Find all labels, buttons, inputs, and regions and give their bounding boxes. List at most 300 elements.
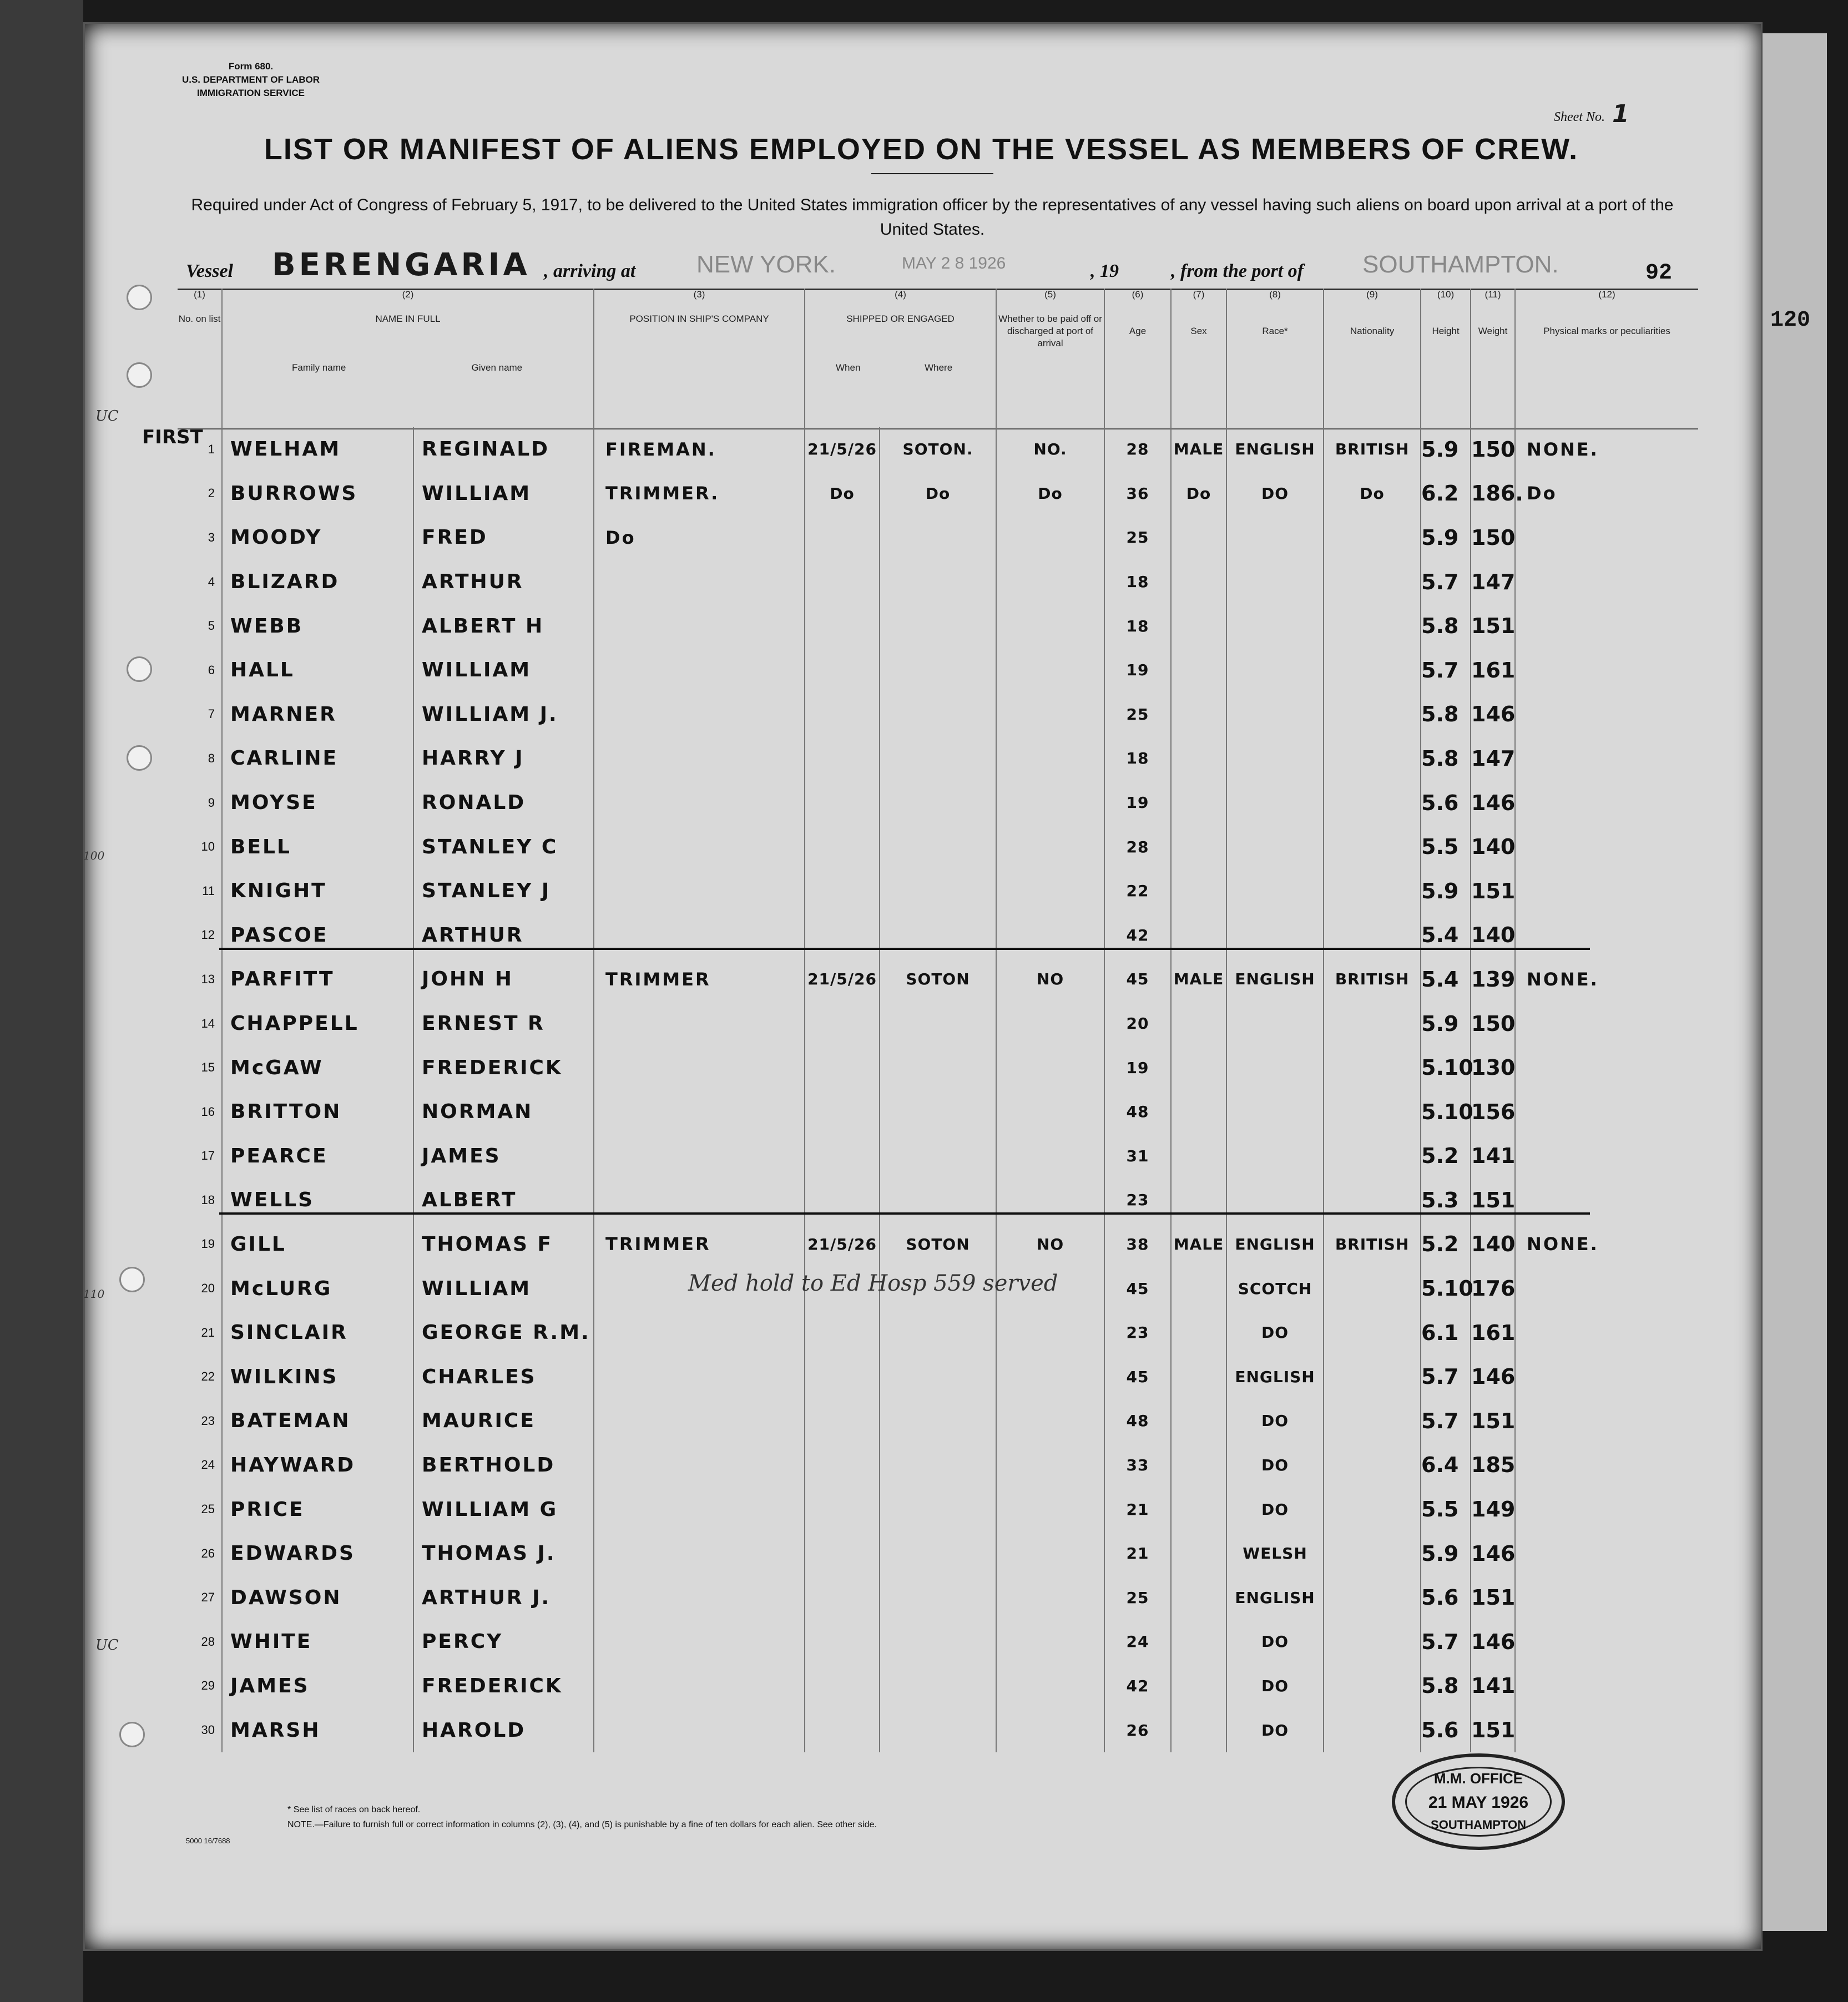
table-row — [178, 1399, 1698, 1443]
cell-position: Do — [594, 515, 805, 560]
cell-age: 42 — [1104, 913, 1171, 958]
cell-nationality: Do — [1324, 472, 1421, 516]
cell-row-number: 24 — [201, 1458, 215, 1472]
cell-paid-off — [996, 1090, 1104, 1134]
cell-row-number: 2 — [208, 486, 215, 501]
cell-shipped-when — [805, 1708, 880, 1752]
table-row — [178, 1620, 1698, 1664]
cell-physical-marks — [1515, 1178, 1698, 1222]
cell-sex — [1171, 1575, 1226, 1620]
cell-nationality — [1324, 1487, 1421, 1531]
cell-shipped-where — [880, 1354, 996, 1399]
cell-weight: 150 — [1471, 1002, 1515, 1046]
cell-position — [594, 1531, 805, 1576]
cell-age: 19 — [1104, 781, 1171, 825]
table-row — [178, 1354, 1698, 1399]
cell-race: ENGLISH — [1226, 427, 1324, 472]
cell-family-name: MOODY — [222, 515, 413, 560]
cell-nationality — [1324, 1575, 1421, 1620]
table-row — [178, 1045, 1698, 1090]
cell-physical-marks — [1515, 1045, 1698, 1090]
cell-physical-marks — [1515, 1708, 1698, 1752]
cell-nationality — [1324, 1090, 1421, 1134]
col-header-race: (8) Race* — [1226, 289, 1324, 427]
sheet-number-value: 1 — [1612, 100, 1629, 128]
cell-nationality — [1324, 1399, 1421, 1443]
cell-shipped-where — [880, 1399, 996, 1443]
cell-race: DO — [1226, 1664, 1324, 1708]
cell-race — [1226, 1002, 1324, 1046]
cell-row-number: 23 — [201, 1413, 215, 1428]
cell-height: 5.4 — [1421, 913, 1471, 958]
cell-nationality — [1324, 825, 1421, 869]
col-header-paid-off: (5) Whether to be paid off or discharged at port of arrival — [996, 289, 1104, 427]
cell-race — [1226, 648, 1324, 692]
cell-sex — [1171, 1354, 1226, 1399]
cell-race: ENGLISH — [1226, 1575, 1324, 1620]
cell-paid-off — [996, 1575, 1104, 1620]
cell-shipped-when — [805, 736, 880, 781]
cell-sex — [1171, 825, 1226, 869]
cell-weight: 151 — [1471, 1708, 1515, 1752]
cell-paid-off: NO. — [996, 427, 1104, 472]
cell-shipped-where — [880, 913, 996, 958]
cell-position — [594, 1487, 805, 1531]
punch-hole — [119, 1267, 145, 1292]
cell-family-name: DAWSON — [222, 1575, 413, 1620]
cell-height: 5.9 — [1421, 1531, 1471, 1576]
cell-position — [594, 869, 805, 913]
cell-race: ENGLISH — [1226, 1222, 1324, 1267]
cell-paid-off — [996, 648, 1104, 692]
cell-position — [594, 825, 805, 869]
cell-age: 48 — [1104, 1399, 1171, 1443]
cell-shipped-when: 21/5/26 — [805, 957, 880, 1002]
cell-height: 5.6 — [1421, 1575, 1471, 1620]
cell-paid-off — [996, 1531, 1104, 1576]
cell-race: DO — [1226, 1311, 1324, 1355]
cell-family-name: McLURG — [222, 1266, 413, 1311]
cell-row-number: 12 — [201, 928, 215, 942]
cell-paid-off — [996, 1399, 1104, 1443]
cell-paid-off: NO — [996, 1222, 1104, 1267]
table-row — [178, 1134, 1698, 1179]
cell-shipped-when — [805, 692, 880, 737]
form-identifier — [151, 60, 351, 100]
cell-weight: 151 — [1471, 604, 1515, 648]
punch-hole — [127, 362, 152, 388]
cell-nationality — [1324, 1266, 1421, 1311]
cell-sex — [1171, 515, 1226, 560]
cell-nationality — [1324, 1620, 1421, 1664]
table-row — [178, 957, 1698, 1002]
cell-nationality: BRITISH — [1324, 427, 1421, 472]
cell-shipped-when — [805, 1664, 880, 1708]
cell-given-name: FREDERICK — [413, 1664, 594, 1708]
cell-given-name: WILLIAM — [413, 1266, 594, 1311]
cell-age: 18 — [1104, 560, 1171, 604]
cell-position: FIREMAN. — [594, 427, 805, 472]
cell-age: 33 — [1104, 1443, 1171, 1488]
cell-shipped-where — [880, 1487, 996, 1531]
voyage-number: 92 — [1645, 261, 1673, 286]
cell-row-number: 27 — [201, 1590, 215, 1605]
cell-sex — [1171, 869, 1226, 913]
cell-physical-marks — [1515, 1487, 1698, 1531]
cell-family-name: MOYSE — [222, 781, 413, 825]
cell-sex — [1171, 1399, 1226, 1443]
cell-physical-marks — [1515, 1531, 1698, 1576]
cell-weight: 186. — [1471, 472, 1515, 516]
cell-position — [594, 1045, 805, 1090]
cell-nationality — [1324, 1045, 1421, 1090]
cell-shipped-when — [805, 1620, 880, 1664]
cell-shipped-when — [805, 1399, 880, 1443]
table-row — [178, 913, 1698, 958]
cell-nationality — [1324, 515, 1421, 560]
cell-paid-off — [996, 1045, 1104, 1090]
cell-height: 5.6 — [1421, 781, 1471, 825]
cell-shipped-when — [805, 1002, 880, 1046]
cell-shipped-where — [880, 692, 996, 737]
cell-nationality — [1324, 604, 1421, 648]
cell-shipped-when — [805, 1575, 880, 1620]
table-header-row — [178, 289, 1698, 427]
cell-weight: 130 — [1471, 1045, 1515, 1090]
cell-sex: MALE — [1171, 427, 1226, 472]
cell-shipped-where — [880, 781, 996, 825]
cell-physical-marks — [1515, 515, 1698, 560]
side-page-number: 120 — [1770, 308, 1811, 333]
cell-row-number: 15 — [201, 1060, 215, 1075]
cell-physical-marks — [1515, 1664, 1698, 1708]
cell-position — [594, 1664, 805, 1708]
cell-position — [594, 1311, 805, 1355]
cell-shipped-when — [805, 1045, 880, 1090]
cell-given-name: STANLEY J — [413, 869, 594, 913]
cell-shipped-when — [805, 604, 880, 648]
cell-family-name: HALL — [222, 648, 413, 692]
cell-shipped-where: Do — [880, 472, 996, 516]
cell-physical-marks — [1515, 648, 1698, 692]
cell-height: 5.9 — [1421, 515, 1471, 560]
cell-given-name: GEORGE R.M. — [413, 1311, 594, 1355]
cell-family-name: MARSH — [222, 1708, 413, 1752]
strike-line-row-18 — [219, 1212, 1590, 1215]
cell-race: WELSH — [1226, 1531, 1324, 1576]
cell-row-number: 5 — [208, 619, 215, 633]
cell-paid-off — [996, 1134, 1104, 1179]
cell-shipped-when — [805, 648, 880, 692]
cell-position — [594, 1399, 805, 1443]
cell-row-number: 20 — [201, 1281, 215, 1296]
cell-shipped-when — [805, 1443, 880, 1488]
punch-hole — [119, 1722, 145, 1747]
cell-paid-off — [996, 1178, 1104, 1222]
cell-nationality — [1324, 1354, 1421, 1399]
cell-physical-marks — [1515, 736, 1698, 781]
cell-height: 5.5 — [1421, 1487, 1471, 1531]
cell-position — [594, 1178, 805, 1222]
cell-shipped-where: SOTON — [880, 957, 996, 1002]
cell-race — [1226, 1178, 1324, 1222]
cell-shipped-where — [880, 1311, 996, 1355]
from-port-label: , from the port of — [1171, 261, 1304, 281]
cell-weight: 151 — [1471, 869, 1515, 913]
cell-nationality — [1324, 781, 1421, 825]
cell-family-name: WILKINS — [222, 1354, 413, 1399]
cell-family-name: WELHAM — [222, 427, 413, 472]
cell-sex — [1171, 913, 1226, 958]
cell-race: DO — [1226, 1443, 1324, 1488]
cell-race: DO — [1226, 1487, 1324, 1531]
cell-paid-off — [996, 1354, 1104, 1399]
cell-family-name: PRICE — [222, 1487, 413, 1531]
cell-sex — [1171, 1266, 1226, 1311]
cell-paid-off — [996, 604, 1104, 648]
table-row — [178, 1311, 1698, 1355]
cell-paid-off — [996, 913, 1104, 958]
cell-nationality — [1324, 1664, 1421, 1708]
cell-sex — [1171, 560, 1226, 604]
cell-sex — [1171, 1531, 1226, 1576]
cell-given-name: WILLIAM G — [413, 1487, 594, 1531]
cell-age: 31 — [1104, 1134, 1171, 1179]
cell-physical-marks — [1515, 692, 1698, 737]
cell-shipped-when — [805, 781, 880, 825]
cell-shipped-when — [805, 1134, 880, 1179]
col-header-nationality: (9) Nationality — [1324, 289, 1421, 427]
cell-sex — [1171, 692, 1226, 737]
cell-sex — [1171, 1664, 1226, 1708]
col-header-physical-marks: (12) Physical marks or peculiarities — [1515, 289, 1698, 427]
cell-nationality — [1324, 1443, 1421, 1488]
cell-height: 5.7 — [1421, 648, 1471, 692]
cell-height: 5.7 — [1421, 560, 1471, 604]
cell-given-name: BERTHOLD — [413, 1443, 594, 1488]
table-row — [178, 1664, 1698, 1708]
cell-nationality — [1324, 648, 1421, 692]
cell-height: 5.9 — [1421, 1002, 1471, 1046]
cell-shipped-where — [880, 1178, 996, 1222]
cell-physical-marks — [1515, 825, 1698, 869]
col-header-name: (2) NAME IN FULL Family name Given name — [222, 289, 594, 427]
cell-position: TRIMMER — [594, 957, 805, 1002]
cell-height: 5.5 — [1421, 825, 1471, 869]
cell-given-name: ARTHUR — [413, 913, 594, 958]
cell-shipped-when — [805, 1090, 880, 1134]
cell-sex — [1171, 604, 1226, 648]
cell-nationality — [1324, 1311, 1421, 1355]
cell-height: 6.2 — [1421, 472, 1471, 516]
cell-nationality: BRITISH — [1324, 957, 1421, 1002]
cell-age: 25 — [1104, 692, 1171, 737]
cell-age: 25 — [1104, 515, 1171, 560]
table-row — [178, 604, 1698, 648]
cell-given-name: ARTHUR J. — [413, 1575, 594, 1620]
cell-shipped-when — [805, 1178, 880, 1222]
cell-paid-off — [996, 1708, 1104, 1752]
cell-row-number: 13 — [201, 972, 215, 986]
cell-shipped-when: 21/5/26 — [805, 427, 880, 472]
cell-height: 5.9 — [1421, 869, 1471, 913]
cell-race — [1226, 560, 1324, 604]
cell-sex — [1171, 1487, 1226, 1531]
table-row — [178, 1575, 1698, 1620]
crew-manifest-table — [178, 289, 1698, 1752]
cell-height: 5.8 — [1421, 604, 1471, 648]
cell-family-name: BURROWS — [222, 472, 413, 516]
cell-paid-off — [996, 1002, 1104, 1046]
cell-weight: 147 — [1471, 736, 1515, 781]
cell-sex — [1171, 1045, 1226, 1090]
cell-paid-off — [996, 515, 1104, 560]
cell-race: ENGLISH — [1226, 1354, 1324, 1399]
cell-given-name: THOMAS F — [413, 1222, 594, 1267]
cell-age: 23 — [1104, 1178, 1171, 1222]
cell-age: 24 — [1104, 1620, 1171, 1664]
cell-sex — [1171, 1443, 1226, 1488]
cell-row-number: 28 — [201, 1634, 215, 1649]
cell-shipped-where — [880, 604, 996, 648]
cell-given-name: PERCY — [413, 1620, 594, 1664]
cell-position — [594, 1354, 805, 1399]
cell-sex — [1171, 1090, 1226, 1134]
cell-given-name: CHARLES — [413, 1354, 594, 1399]
cell-row-number: 6 — [208, 663, 215, 677]
cell-paid-off — [996, 1487, 1104, 1531]
cell-shipped-when: 21/5/26 — [805, 1222, 880, 1267]
cell-age: 42 — [1104, 1664, 1171, 1708]
strike-line-row-12 — [219, 948, 1590, 950]
cell-row-number: 16 — [201, 1104, 215, 1119]
cell-physical-marks: NONE. — [1515, 957, 1698, 1002]
cell-row-number: 30 — [201, 1723, 215, 1737]
cell-weight: 185 — [1471, 1443, 1515, 1488]
cell-shipped-when — [805, 913, 880, 958]
cell-race — [1226, 1134, 1324, 1179]
cell-paid-off — [996, 560, 1104, 604]
stamp-city: SOUTHAMPTON — [1431, 1818, 1526, 1832]
cell-sex — [1171, 1134, 1226, 1179]
cell-sex — [1171, 736, 1226, 781]
cell-nationality — [1324, 736, 1421, 781]
cell-row-number: 19 — [201, 1237, 215, 1251]
cell-weight: 176 — [1471, 1266, 1515, 1311]
cell-shipped-when — [805, 1487, 880, 1531]
table-row — [178, 1708, 1698, 1752]
table-row — [178, 1002, 1698, 1046]
cell-given-name: WILLIAM — [413, 472, 594, 516]
cell-nationality — [1324, 1531, 1421, 1576]
cell-paid-off — [996, 1443, 1104, 1488]
cell-height: 5.7 — [1421, 1620, 1471, 1664]
cell-shipped-where — [880, 1620, 996, 1664]
cell-nationality — [1324, 869, 1421, 913]
cell-physical-marks — [1515, 1134, 1698, 1179]
cell-weight: 140 — [1471, 913, 1515, 958]
table-row — [178, 1090, 1698, 1134]
cell-position — [594, 1620, 805, 1664]
cell-nationality — [1324, 1708, 1421, 1752]
cell-family-name: CHAPPELL — [222, 1002, 413, 1046]
cell-age: 19 — [1104, 1045, 1171, 1090]
table-row — [178, 1443, 1698, 1488]
cell-position — [594, 604, 805, 648]
cell-shipped-where: SOTON — [880, 1222, 996, 1267]
cell-weight: 140 — [1471, 1222, 1515, 1267]
footnote-penalty: NOTE.—Failure to furnish full or correct information in columns (2), (3), (4), and (5) is punishable by a fine of ten dollars for each alien. See other side. — [287, 1820, 877, 1829]
cell-position — [594, 648, 805, 692]
cell-position — [594, 1002, 805, 1046]
cell-row-number: 10 — [201, 840, 215, 854]
margin-mark-uc: UC — [95, 1637, 119, 1654]
cell-sex: MALE — [1171, 957, 1226, 1002]
cell-weight: 151 — [1471, 1399, 1515, 1443]
cell-age: 45 — [1104, 1354, 1171, 1399]
col-header-age: (6) Age — [1104, 289, 1171, 427]
cell-age: 36 — [1104, 472, 1171, 516]
cell-physical-marks — [1515, 913, 1698, 958]
cell-family-name: EDWARDS — [222, 1531, 413, 1576]
cell-race — [1226, 515, 1324, 560]
cell-family-name: PARFITT — [222, 957, 413, 1002]
punch-hole — [127, 745, 152, 771]
cell-weight: 151 — [1471, 1575, 1515, 1620]
cell-position — [594, 1134, 805, 1179]
cell-physical-marks — [1515, 1399, 1698, 1443]
cell-row-number: 25 — [201, 1502, 215, 1516]
cell-sex — [1171, 1708, 1226, 1752]
cell-race — [1226, 1045, 1324, 1090]
cell-shipped-where — [880, 736, 996, 781]
cell-shipped-where — [880, 1664, 996, 1708]
cell-age: 28 — [1104, 825, 1171, 869]
cell-age: 25 — [1104, 1575, 1171, 1620]
cell-nationality — [1324, 560, 1421, 604]
cell-shipped-where — [880, 1045, 996, 1090]
col-header-weight: (11) Weight — [1471, 289, 1515, 427]
cell-age: 18 — [1104, 604, 1171, 648]
cell-position — [594, 692, 805, 737]
table-row — [178, 869, 1698, 913]
cell-age: 18 — [1104, 736, 1171, 781]
cell-given-name: ARTHUR — [413, 560, 594, 604]
cell-weight: 146 — [1471, 1620, 1515, 1664]
cell-paid-off — [996, 1664, 1104, 1708]
cell-family-name: BATEMAN — [222, 1399, 413, 1443]
col-header-shipped: (4) SHIPPED OR ENGAGED When Where — [805, 289, 996, 427]
document-subtitle: Required under Act of Congress of February 5, 1917, to be delivered to the United States immigration officer by the representatives of any vessel having such aliens on board upon arrival at a port of the United States. — [191, 196, 1674, 239]
cell-nationality: BRITISH — [1324, 1222, 1421, 1267]
cell-physical-marks — [1515, 560, 1698, 604]
cell-weight: 141 — [1471, 1664, 1515, 1708]
cell-weight: 141 — [1471, 1134, 1515, 1179]
col-header-height: (10) Height — [1421, 289, 1471, 427]
cell-row-number: 9 — [208, 795, 215, 810]
cell-sex — [1171, 1311, 1226, 1355]
cell-row-number: 21 — [201, 1325, 215, 1339]
cell-shipped-where: SOTON. — [880, 427, 996, 472]
table-row — [178, 736, 1698, 781]
footnote-races: * See list of races on back hereof. — [287, 1805, 421, 1814]
cell-weight: 149 — [1471, 1487, 1515, 1531]
cell-shipped-where — [880, 560, 996, 604]
cell-age: 19 — [1104, 648, 1171, 692]
cell-physical-marks — [1515, 1266, 1698, 1311]
cell-race — [1226, 825, 1324, 869]
cell-weight: 139 — [1471, 957, 1515, 1002]
